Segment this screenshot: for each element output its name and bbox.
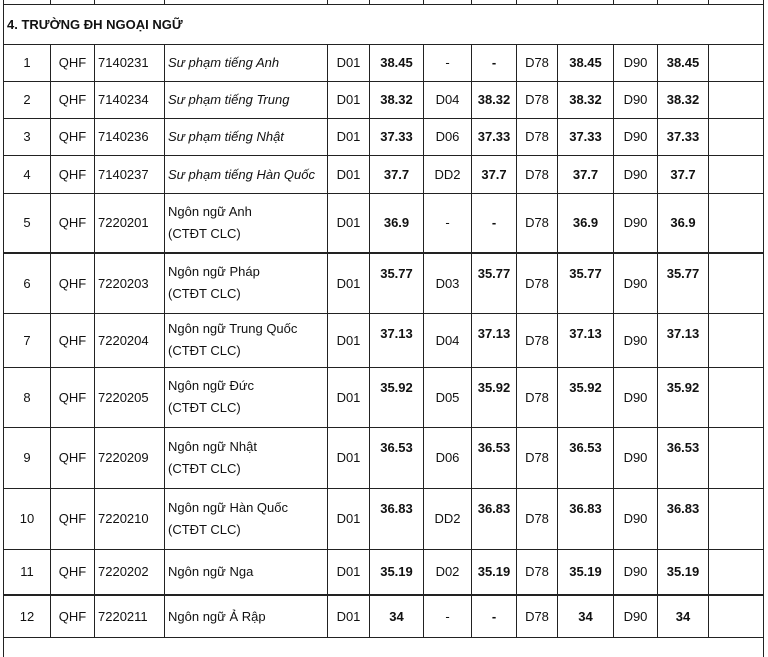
score-1: 37.7 <box>370 155 424 193</box>
subject-group-2: - <box>424 595 472 637</box>
subject-group-2: D06 <box>424 118 472 155</box>
school-code: QHF <box>51 118 95 155</box>
score-4: 34 <box>658 595 709 637</box>
empty-cell <box>709 193 764 253</box>
subject-group-1: D01 <box>328 193 370 253</box>
empty-cell <box>709 488 764 549</box>
major-name-text: Sư phạm tiếng Nhật <box>168 129 284 144</box>
subject-group-3: D78 <box>517 253 558 313</box>
admission-score-table <box>3 0 764 657</box>
empty-cell <box>709 44 764 81</box>
row-number: 7 <box>4 313 51 367</box>
score-4: 35.77 <box>658 253 709 313</box>
section-header-row <box>4 4 764 44</box>
score-1: 38.45 <box>370 44 424 81</box>
major-name <box>165 549 328 595</box>
subject-group-3: D78 <box>517 488 558 549</box>
major-name <box>165 595 328 637</box>
score-1: 37.33 <box>370 118 424 155</box>
school-code: QHF <box>51 427 95 488</box>
major-code: 7220211 <box>95 595 165 637</box>
score-3: 35.92 <box>558 367 614 427</box>
program-type-text: (CTĐT CLC) <box>168 225 241 241</box>
row-number: 3 <box>4 118 51 155</box>
subject-group-3: D78 <box>517 193 558 253</box>
table-row <box>4 313 764 367</box>
subject-group-1: D01 <box>328 427 370 488</box>
major-name <box>165 193 328 253</box>
subject-group-2: D02 <box>424 549 472 595</box>
table-row <box>4 155 764 193</box>
major-name <box>165 155 328 193</box>
empty-cell <box>709 427 764 488</box>
table-row <box>4 81 764 118</box>
empty-cell <box>709 549 764 595</box>
table-row <box>4 193 764 253</box>
subject-group-1: D01 <box>328 81 370 118</box>
row-number: 12 <box>4 595 51 637</box>
score-2: 36.83 <box>472 488 517 549</box>
subject-group-1: D01 <box>328 253 370 313</box>
subject-group-2: D04 <box>424 313 472 367</box>
score-3: 38.45 <box>558 44 614 81</box>
major-name <box>165 427 328 488</box>
subject-group-3: D78 <box>517 81 558 118</box>
score-3: 34 <box>558 595 614 637</box>
school-code: QHF <box>51 488 95 549</box>
program-type-text: (CTĐT CLC) <box>168 521 241 537</box>
subject-group-1: D01 <box>328 313 370 367</box>
subject-group-4: D90 <box>614 193 658 253</box>
subject-group-4: D90 <box>614 488 658 549</box>
score-2: - <box>472 595 517 637</box>
subject-group-2: D04 <box>424 81 472 118</box>
score-2: 38.32 <box>472 81 517 118</box>
table-row <box>4 118 764 155</box>
empty-cell <box>709 253 764 313</box>
subject-group-3: D78 <box>517 118 558 155</box>
program-type-text: (CTĐT CLC) <box>168 286 241 302</box>
score-4: 37.33 <box>658 118 709 155</box>
subject-group-1: D01 <box>328 44 370 81</box>
row-number: 8 <box>4 367 51 427</box>
row-number: 9 <box>4 427 51 488</box>
table-row <box>4 427 764 488</box>
subject-group-2: D03 <box>424 253 472 313</box>
empty-cell <box>709 367 764 427</box>
score-4: 37.7 <box>658 155 709 193</box>
row-number: 1 <box>4 44 51 81</box>
major-name <box>165 81 328 118</box>
row-number: 6 <box>4 253 51 313</box>
score-4: 35.92 <box>658 367 709 427</box>
school-code: QHF <box>51 44 95 81</box>
school-code: QHF <box>51 595 95 637</box>
subject-group-3: D78 <box>517 313 558 367</box>
major-name-text: Ngôn ngữ Nga <box>168 564 254 580</box>
major-name <box>165 488 328 549</box>
major-name-text: Ngôn ngữ Nhật <box>168 438 257 454</box>
table-row <box>4 488 764 549</box>
score-4: 36.9 <box>658 193 709 253</box>
score-1: 38.32 <box>370 81 424 118</box>
score-4: 37.13 <box>658 313 709 367</box>
subject-group-4: D90 <box>614 549 658 595</box>
major-name-text: Ngôn ngữ Trung Quốc <box>168 321 298 336</box>
score-3: 36.9 <box>558 193 614 253</box>
subject-group-4: D90 <box>614 44 658 81</box>
score-4: 36.83 <box>658 488 709 549</box>
score-3: 37.33 <box>558 118 614 155</box>
score-2: 36.53 <box>472 427 517 488</box>
subject-group-4: D90 <box>614 313 658 367</box>
table-row <box>4 367 764 427</box>
major-name <box>165 44 328 81</box>
subject-group-2: D05 <box>424 367 472 427</box>
subject-group-4: D90 <box>614 81 658 118</box>
major-name-text: Sư phạm tiếng Anh <box>168 55 280 70</box>
subject-group-4: D90 <box>614 367 658 427</box>
major-code: 7220205 <box>95 367 165 427</box>
major-name-text: Ngôn ngữ Ả Rập <box>168 608 266 624</box>
table-row <box>4 549 764 595</box>
major-code: 7140236 <box>95 118 165 155</box>
subject-group-3: D78 <box>517 595 558 637</box>
score-3: 37.7 <box>558 155 614 193</box>
subject-group-2: - <box>424 193 472 253</box>
program-type-text: (CTĐT CLC) <box>168 400 241 415</box>
subject-group-4: D90 <box>614 253 658 313</box>
score-4: 38.32 <box>658 81 709 118</box>
major-name-text: Ngôn ngữ Anh <box>168 203 252 219</box>
major-name-text: Sư phạm tiếng Trung <box>168 92 290 107</box>
score-3: 37.13 <box>558 313 614 367</box>
score-4: 38.45 <box>658 44 709 81</box>
score-2: 37.33 <box>472 118 517 155</box>
score-3: 38.32 <box>558 81 614 118</box>
score-1: 34 <box>370 595 424 637</box>
score-1: 35.77 <box>370 253 424 313</box>
section-title: 4. TRƯỜNG ĐH NGOẠI NGỮ <box>4 4 764 44</box>
major-code: 7220203 <box>95 253 165 313</box>
major-name <box>165 313 328 367</box>
major-name-text: Ngôn ngữ Đức <box>168 378 255 393</box>
school-code: QHF <box>51 367 95 427</box>
row-number: 2 <box>4 81 51 118</box>
subject-group-4: D90 <box>614 118 658 155</box>
score-4: 35.19 <box>658 549 709 595</box>
score-2: 35.19 <box>472 549 517 595</box>
major-name-text: Ngôn ngữ Pháp <box>168 264 260 280</box>
score-2: - <box>472 44 517 81</box>
score-4: 36.53 <box>658 427 709 488</box>
score-3: 36.53 <box>558 427 614 488</box>
major-code: 7140231 <box>95 44 165 81</box>
score-1: 37.13 <box>370 313 424 367</box>
subject-group-1: D01 <box>328 155 370 193</box>
score-3: 36.83 <box>558 488 614 549</box>
score-2: 35.92 <box>472 367 517 427</box>
program-type-text: (CTĐT CLC) <box>168 460 241 476</box>
major-name-text: Sư phạm tiếng Hàn Quốc <box>168 166 315 182</box>
row-number: 5 <box>4 193 51 253</box>
major-code: 7220202 <box>95 549 165 595</box>
subject-group-2: - <box>424 44 472 81</box>
next-row-top-strip <box>4 637 764 657</box>
subject-group-1: D01 <box>328 488 370 549</box>
subject-group-1: D01 <box>328 367 370 427</box>
empty-cell <box>709 155 764 193</box>
subject-group-1: D01 <box>328 549 370 595</box>
empty-cell <box>709 313 764 367</box>
score-2: 37.13 <box>472 313 517 367</box>
school-code: QHF <box>51 155 95 193</box>
school-code: QHF <box>51 313 95 367</box>
major-code: 7220210 <box>95 488 165 549</box>
empty-cell <box>709 595 764 637</box>
subject-group-1: D01 <box>328 595 370 637</box>
score-3: 35.19 <box>558 549 614 595</box>
row-number: 10 <box>4 488 51 549</box>
subject-group-4: D90 <box>614 595 658 637</box>
major-name <box>165 367 328 427</box>
score-1: 36.83 <box>370 488 424 549</box>
row-number: 11 <box>4 549 51 595</box>
school-code: QHF <box>51 549 95 595</box>
major-code: 7140234 <box>95 81 165 118</box>
subject-group-4: D90 <box>614 155 658 193</box>
row-number: 4 <box>4 155 51 193</box>
major-name <box>165 118 328 155</box>
score-1: 35.19 <box>370 549 424 595</box>
program-type-text: (CTĐT CLC) <box>168 343 241 358</box>
major-name <box>165 253 328 313</box>
subject-group-3: D78 <box>517 549 558 595</box>
subject-group-3: D78 <box>517 155 558 193</box>
table-row <box>4 44 764 81</box>
subject-group-2: DD2 <box>424 155 472 193</box>
score-2: - <box>472 193 517 253</box>
score-2: 35.77 <box>472 253 517 313</box>
subject-group-2: DD2 <box>424 488 472 549</box>
subject-group-4: D90 <box>614 427 658 488</box>
empty-cell <box>709 81 764 118</box>
major-code: 7220201 <box>95 193 165 253</box>
score-3: 35.77 <box>558 253 614 313</box>
subject-group-1: D01 <box>328 118 370 155</box>
major-name-text: Ngôn ngữ Hàn Quốc <box>168 499 288 515</box>
subject-group-2: D06 <box>424 427 472 488</box>
school-code: QHF <box>51 193 95 253</box>
empty-cell <box>709 118 764 155</box>
score-1: 36.53 <box>370 427 424 488</box>
major-code: 7220204 <box>95 313 165 367</box>
major-code: 7220209 <box>95 427 165 488</box>
school-code: QHF <box>51 81 95 118</box>
table-row <box>4 253 764 313</box>
score-1: 35.92 <box>370 367 424 427</box>
score-2: 37.7 <box>472 155 517 193</box>
subject-group-3: D78 <box>517 367 558 427</box>
score-1: 36.9 <box>370 193 424 253</box>
subject-group-3: D78 <box>517 427 558 488</box>
table-row <box>4 595 764 637</box>
subject-group-3: D78 <box>517 44 558 81</box>
major-code: 7140237 <box>95 155 165 193</box>
school-code: QHF <box>51 253 95 313</box>
